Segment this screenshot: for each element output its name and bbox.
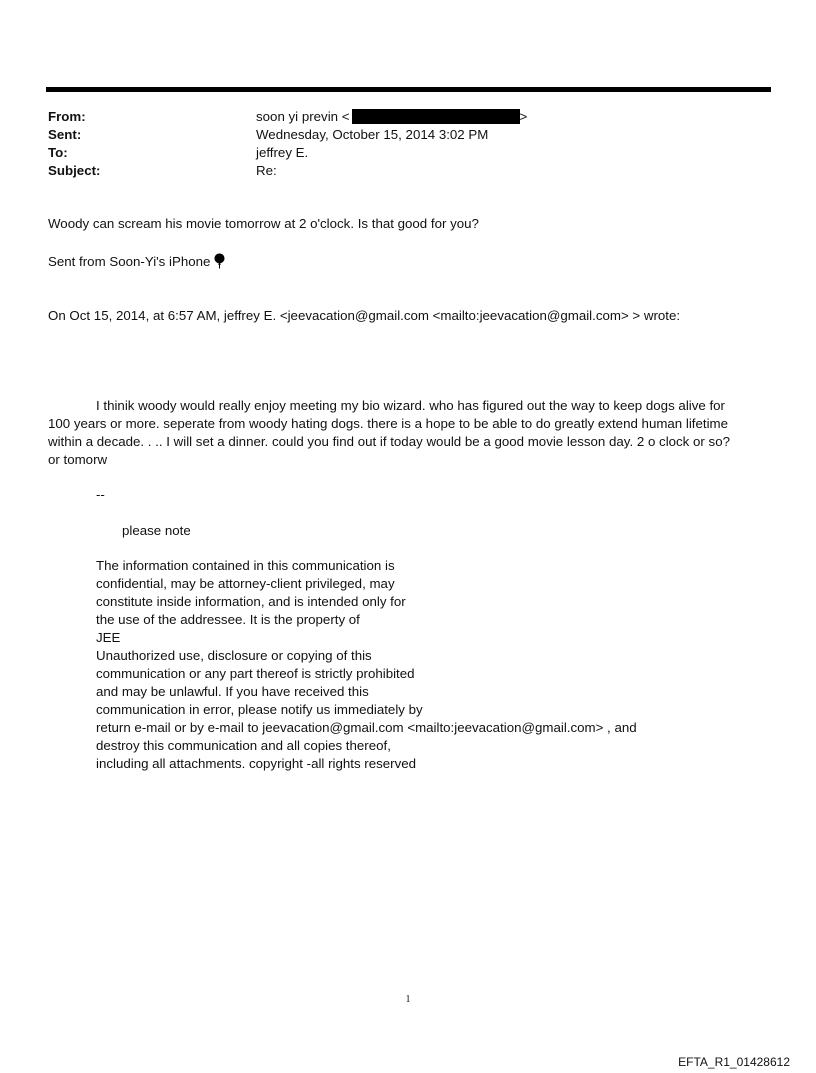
balloon-icon [214,253,225,274]
quoted-line: within a decade. . .. I will set a dinner. could you find out if today would be a good movie lesson day. 2 o clock or so? [48,434,730,449]
to-value: jeffrey E. [256,145,309,160]
message-line: Woody can scream his movie tomorrow at 2 o'clock. Is that good for you? [48,216,479,231]
disclaimer-line: Unauthorized use, disclosure or copying of this [96,648,372,663]
signature-dashes: -- [96,487,105,502]
subject-value: Re: [256,163,277,178]
disclaimer-line: return e-mail or by e-mail to jeevacation@gmail.com <mailto:jeevacation@gmail.com> , and [96,720,637,735]
quoted-line: or tomorw [48,452,108,467]
subject-label: Subject: [48,163,101,178]
disclaimer-line: destroy this communication and all copies thereof, [96,738,391,753]
sent-label: Sent: [48,127,82,142]
to-label: To: [48,145,68,160]
disclaimer-line: communication or any part thereof is strictly prohibited [96,666,415,681]
from-tail: > [519,109,528,124]
disclaimer-line: constitute inside information, and is intended only for [96,594,406,609]
quote-header: On Oct 15, 2014, at 6:57 AM, jeffrey E. <jeevacation@gmail.com <mailto:jeevacation@gmail.com> > wrote: [48,308,681,323]
from-value [256,108,527,126]
disclaimer-line: the use of the addressee. It is the property of [96,612,360,627]
please-note: please note [122,523,191,538]
from-label: From: [48,109,86,124]
header-rule [46,87,771,92]
quoted-body [48,397,768,469]
disclaimer-line: The information contained in this communication is [96,558,395,573]
quoted-line: 100 years or more. seperate from woody hating dogs. there is a hope to be able to do greatly extend human lifetime [48,416,729,431]
from-row [48,108,748,126]
disclaimer-line: JEE [96,630,121,645]
subject-row [48,162,748,180]
disclaimer-line: confidential, may be attorney-client privileged, may [96,576,395,591]
signature-line [48,253,225,274]
disclaimer-line: communication in error, please notify us immediately by [96,702,423,717]
disclaimer [96,557,637,773]
sent-row [48,126,748,144]
page-number: 1 [405,994,411,1005]
quoted-line: I thinik woody would really enjoy meeting my bio wizard. who has figured out the way to keep dogs alive for [96,398,725,413]
sent-value: Wednesday, October 15, 2014 3:02 PM [256,127,489,142]
signature-text: Sent from Soon-Yi's iPhone [48,254,211,269]
document-id: EFTA_R1_01428612 [678,1055,790,1069]
redaction-block [352,109,520,124]
to-row [48,144,748,162]
disclaimer-line: and may be unlawful. If you have received this [96,684,369,699]
email-header [48,108,748,180]
from-name: soon yi previn < [256,109,350,124]
disclaimer-line: including all attachments. copyright -all rights reserved [96,756,417,771]
